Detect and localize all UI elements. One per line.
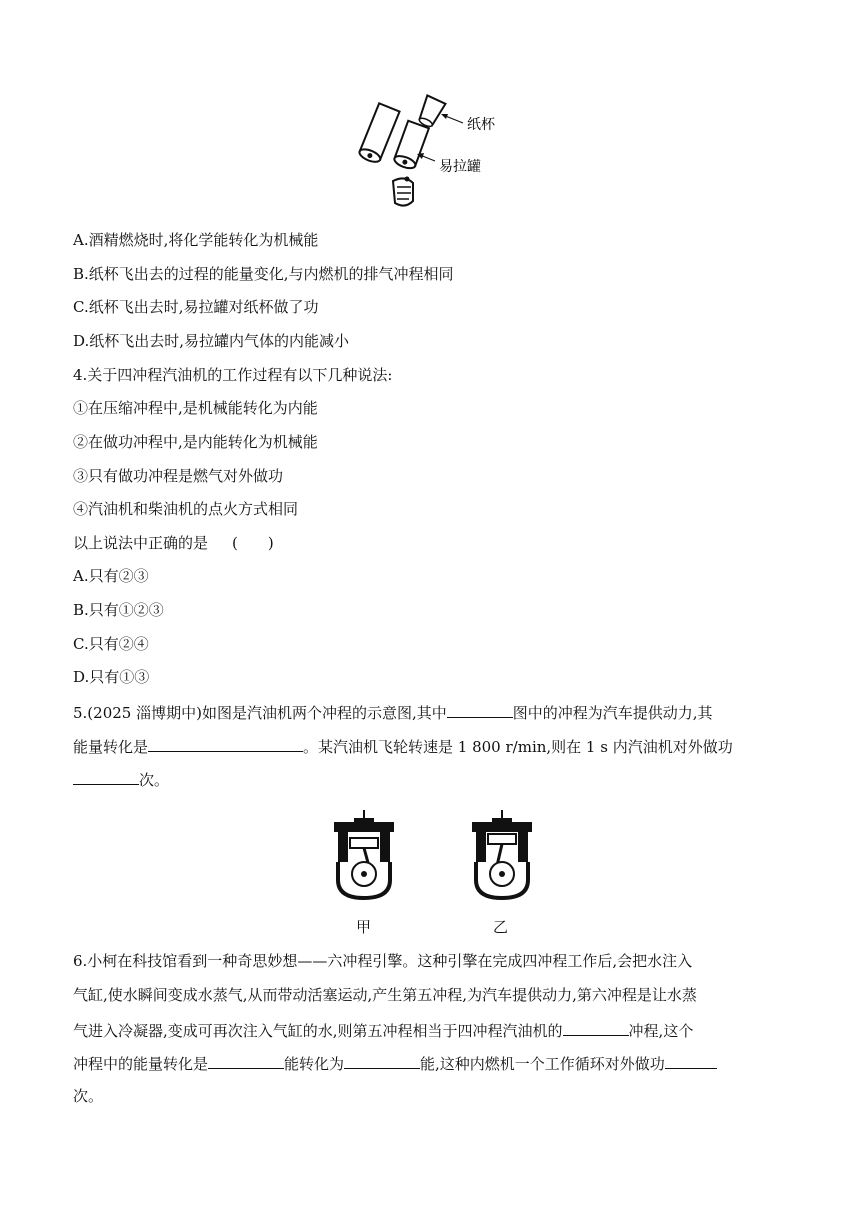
q5-line-3 <box>73 768 169 790</box>
q3-option-a: A.酒精燃烧时,将化学能转化为机械能 <box>73 231 319 249</box>
q5-text-1b: 图中的冲程为汽车提供动力,其 <box>512 704 713 722</box>
q4-statement-4: ④汽油机和柴油机的点火方式相同 <box>73 500 299 518</box>
q3-option-d: D.纸杯飞出去时,易拉罐内气体的内能减小 <box>73 332 350 350</box>
q5-line-1 <box>73 701 713 723</box>
q6-text-3a: 气进入冷凝器,变成可再次注入气缸的水,则第五冲程相当于四冲程汽油机的 <box>73 1022 563 1040</box>
q4-option-d: D.只有①③ <box>73 668 150 686</box>
can <box>393 121 429 171</box>
q4-option-c: C.只有②④ <box>73 635 149 653</box>
q6-text-4b: 能转化为 <box>284 1055 345 1073</box>
q6-line-5: 次。 <box>73 1087 104 1105</box>
q3-option-c: C.纸杯飞出去时,易拉罐对纸杯做了功 <box>73 298 319 316</box>
q5-line-2 <box>73 735 733 757</box>
q4-prompt <box>73 533 274 553</box>
q6-text-4c: 能,这种内燃机一个工作循环对外做功 <box>420 1055 665 1073</box>
q6-text-4a: 冲程中的能量转化是 <box>73 1055 209 1073</box>
cup-label: 纸杯 <box>467 117 495 133</box>
q4-statement-3: ③只有做功冲程是燃气对外做功 <box>73 467 284 485</box>
q6-blank-1[interactable] <box>563 1019 629 1036</box>
q4-option-a: A.只有②③ <box>73 567 149 585</box>
q4-statement-1: ①在压缩冲程中,是机械能转化为内能 <box>73 399 318 417</box>
q6-line-2: 气缸,使水瞬间变成水蒸气,从而带动活塞运动,产生第五冲程,为汽车提供动力,第六冲程是让水蒸 <box>73 986 697 1004</box>
q4-answer-paren: ( ) <box>232 534 274 552</box>
engine-figure-left <box>330 808 398 900</box>
q6-line-1: 6.小柯在科技馆看到一种奇思妙想——六冲程引擎。这种引擎在完成四冲程工作后,会把水注入 <box>73 952 693 970</box>
q5-blank-3[interactable] <box>73 768 139 785</box>
q6-line-4 <box>73 1052 717 1074</box>
q6-line-3 <box>73 1019 693 1041</box>
q3-option-b: B.纸杯飞出去的过程的能量变化,与内燃机的排气冲程相同 <box>73 265 454 283</box>
tube-left <box>358 103 400 164</box>
q6-blank-4[interactable] <box>665 1052 717 1069</box>
q5-blank-1[interactable] <box>447 701 513 718</box>
engine-figure-right <box>468 808 536 900</box>
engine-caption-right: 乙 <box>493 918 509 936</box>
q6-text-3b: 冲程,这个 <box>628 1022 694 1040</box>
q4-prompt-text: 以上说法中正确的是 <box>73 534 209 552</box>
q4-statement-2: ②在做功冲程中,是内能转化为机械能 <box>73 433 318 451</box>
q5-text-3b: 次。 <box>139 771 170 789</box>
q5-blank-2[interactable] <box>148 735 303 752</box>
q5-text-2b: 。某汽油机飞轮转速是 1 800 r/min,则在 1 s 内汽油机对外做功 <box>303 738 733 756</box>
q4-option-b: B.只有①②③ <box>73 601 164 619</box>
q5-text-1a: 5.(2025 淄博期中)如图是汽油机两个冲程的示意图,其中 <box>73 704 447 722</box>
cup-can-figure <box>355 93 515 218</box>
engine-caption-left: 甲 <box>356 918 372 936</box>
q6-blank-2[interactable] <box>208 1052 284 1069</box>
can-label: 易拉罐 <box>439 159 481 175</box>
q5-text-2a: 能量转化是 <box>73 738 149 756</box>
hand-icon <box>393 177 413 206</box>
q6-blank-3[interactable] <box>344 1052 420 1069</box>
q4-stem: 4.关于四冲程汽油机的工作过程有以下几种说法: <box>73 366 393 384</box>
